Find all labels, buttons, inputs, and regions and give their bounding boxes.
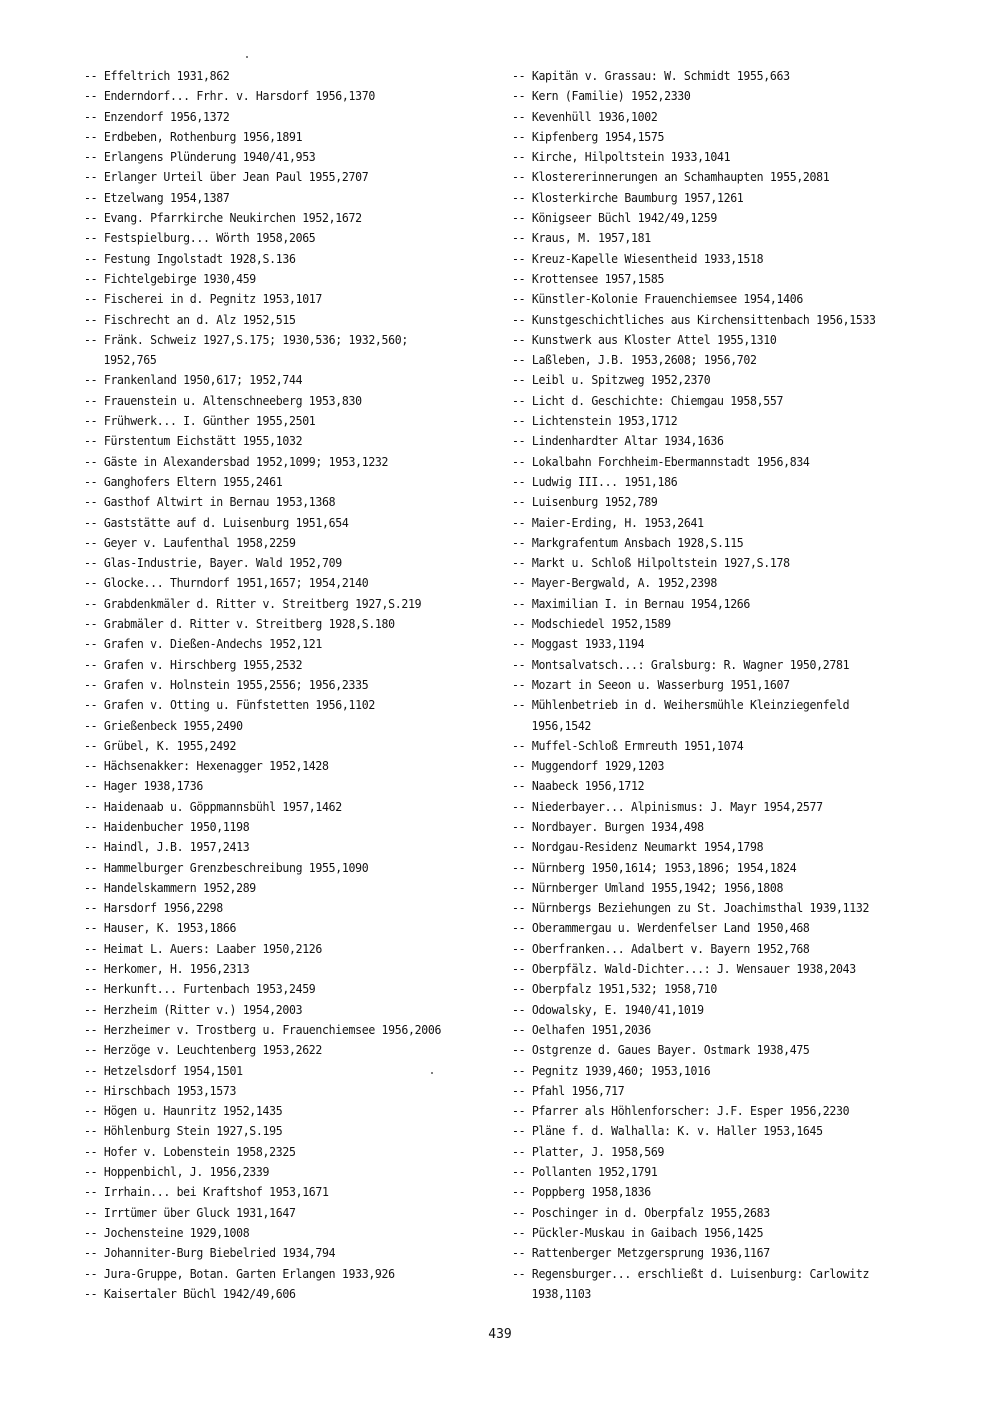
index-entry — [84, 797, 475, 817]
index-entry-text: -- Kunstwerk aus Kloster Attel 1955,1310 — [512, 331, 777, 347]
index-entry-text: -- Kaisertaler Büchl 1942/49,606 — [84, 1285, 296, 1301]
index-entry-text: -- Laßleben, J.B. 1953,2608; 1956,702 — [512, 352, 757, 368]
index-entry — [512, 898, 903, 918]
index-entry — [84, 391, 475, 411]
index-entry — [512, 858, 903, 878]
index-entry — [84, 675, 475, 695]
index-entry — [84, 533, 475, 553]
index-entry — [512, 939, 903, 959]
index-entry — [512, 1182, 903, 1202]
index-entry-text: -- Markt u. Schloß Hilpoltstein 1927,S.178 — [512, 555, 790, 571]
index-entry — [84, 492, 475, 512]
index-entry — [84, 167, 475, 187]
index-entry — [84, 411, 475, 431]
index-entry — [512, 249, 903, 269]
index-entry-text: -- Nordbayer. Burgen 1934,498 — [512, 818, 704, 834]
index-entry — [84, 918, 475, 938]
index-entry — [84, 86, 475, 106]
index-entry — [512, 1101, 903, 1121]
index-entry-text: -- Kapitän v. Grassau: W. Schmidt 1955,663 — [512, 68, 790, 83]
index-entry — [512, 695, 903, 736]
index-entry-text: -- Moggast 1933,1194 — [512, 636, 645, 652]
index-entry — [512, 675, 903, 695]
index-entry-text: -- Effeltrich 1931,862 — [84, 68, 230, 83]
index-entry-text: -- Glocke... Thurndorf 1951,1657; 1954,2140 — [84, 575, 369, 591]
index-entry-text: -- Kraus, M. 1957,181 — [512, 230, 651, 246]
index-entry-text: -- Nürnbergs Beziehungen zu St. Joachimsthal 1939,1132 — [512, 900, 870, 916]
index-entry — [512, 1000, 903, 1020]
index-entry-text: -- Klostererinnerungen an Schamhaupten 1955,2081 — [512, 169, 830, 185]
index-entry-continuation: 1938,1103 — [531, 1285, 592, 1301]
index-entry-text: -- Fischrecht an d. Alz 1952,515 — [84, 311, 296, 327]
index-entry-text: -- Oelhafen 1951,2036 — [512, 1021, 651, 1037]
index-entry — [84, 573, 475, 593]
index-entry — [512, 1081, 903, 1101]
index-entry — [84, 858, 475, 878]
index-entry-text: -- Pegnitz 1939,460; 1953,1016 — [512, 1062, 711, 1078]
index-entry — [84, 188, 475, 208]
index-entry — [84, 208, 475, 228]
index-entry-text: -- Fischerei in d. Pegnitz 1953,1017 — [84, 291, 323, 307]
index-entry — [512, 391, 903, 411]
index-entry-text: -- Gasthof Altwirt in Bernau 1953,1368 — [84, 494, 336, 510]
index-entry-text: -- Ludwig III... 1951,186 — [512, 473, 678, 489]
index-entry — [512, 1121, 903, 1141]
index-entry — [512, 1040, 903, 1060]
index-entry — [84, 655, 475, 675]
index-entry-text: -- Evang. Pfarrkirche Neukirchen 1952,1672 — [84, 210, 362, 226]
index-entry-text: -- Lindenhardter Altar 1934,1636 — [512, 433, 724, 449]
index-entry-text: -- Herzöge v. Leuchtenberg 1953,2622 — [84, 1042, 323, 1058]
index-entry — [84, 330, 475, 371]
index-entry — [84, 147, 475, 167]
index-entry — [512, 472, 903, 492]
index-entry-text: -- Pollanten 1952,1791 — [512, 1164, 658, 1180]
index-entry-text: -- Festung Ingolstadt 1928,S.136 — [84, 250, 296, 266]
index-entry — [84, 127, 475, 147]
index-entry — [84, 310, 475, 330]
index-entry-text: -- Grafen v. Hirschberg 1955,2532 — [84, 656, 303, 672]
index-entry-text: -- Glas-Industrie, Bayer. Wald 1952,709 — [84, 555, 342, 571]
index-entry — [512, 86, 903, 106]
index-entry-text: -- Muggendorf 1929,1203 — [512, 758, 665, 774]
index-entry — [84, 756, 475, 776]
index-entry-text: -- Krottensee 1957,1585 — [512, 270, 665, 286]
index-entry-text: -- Grafen v. Holnstein 1955,2556; 1956,2335 — [84, 676, 369, 692]
index-entry — [84, 939, 475, 959]
index-entry-text: -- Grießenbeck 1955,2490 — [84, 717, 243, 733]
page-number: 439 — [488, 1327, 512, 1342]
index-entry — [84, 1182, 475, 1202]
index-entry-text: -- Regensburger... erschließt d. Luisenburg: Carlowitz — [512, 1265, 870, 1281]
index-entry — [84, 1000, 475, 1020]
index-entry-text: -- Harsdorf 1956,2298 — [84, 900, 223, 916]
index-entry-text: -- Handelskammern 1952,289 — [84, 879, 256, 895]
index-entry-text: -- Kirche, Hilpoltstein 1933,1041 — [512, 149, 731, 165]
index-entry-text: -- Klosterkirche Baumburg 1957,1261 — [512, 189, 744, 205]
index-entry-text: -- Maier-Erding, H. 1953,2641 — [512, 514, 704, 530]
index-entry-text: -- Kipfenberg 1954,1575 — [512, 128, 665, 144]
index-entry-text: -- Naabeck 1956,1712 — [512, 778, 645, 794]
index-entry — [512, 350, 903, 370]
index-entry — [512, 614, 903, 634]
index-entry — [512, 533, 903, 553]
index-entry-text: -- Ostgrenze d. Gaues Bayer. Ostmark 1938,475 — [512, 1042, 810, 1058]
index-entry — [512, 776, 903, 796]
index-entry — [512, 167, 903, 187]
index-entry-text: -- Enzendorf 1956,1372 — [84, 108, 230, 124]
index-entry-text: -- Festspielburg... Wörth 1958,2065 — [84, 230, 316, 246]
scan-speck — [431, 1072, 433, 1074]
index-entry-text: -- Fränk. Schweiz 1927,S.175; 1930,536; 1932,560; — [84, 331, 409, 347]
index-entry — [512, 107, 903, 127]
index-entry-text: -- Geyer v. Laufenthal 1958,2259 — [84, 534, 296, 550]
index-entry-text: -- Grafen v. Dießen-Andechs 1952,121 — [84, 636, 323, 652]
index-entry-text: -- Frauenstein u. Altenschneeberg 1953,830 — [84, 392, 362, 408]
index-entry-text: -- Nürnberger Umland 1955,1942; 1956,1808 — [512, 879, 784, 895]
index-entry-text: -- Etzelwang 1954,1387 — [84, 189, 230, 205]
index-entry-text: -- Haidenaab u. Göppmannsbühl 1957,1462 — [84, 798, 342, 814]
index-entry-text: -- Licht d. Geschichte: Chiemgau 1958,557 — [512, 392, 784, 408]
index-entry — [84, 1243, 475, 1263]
index-entry-text: -- Erlanger Urteil über Jean Paul 1955,2707 — [84, 169, 369, 185]
index-entry — [512, 1223, 903, 1243]
index-entry-text: -- Platter, J. 1958,569 — [512, 1143, 665, 1159]
index-entry — [84, 1284, 475, 1304]
index-entry — [84, 472, 475, 492]
index-entry-text: -- Oberpfälz. Wald-Dichter...: J. Wensauer 1938,2043 — [512, 961, 856, 977]
index-entry-text: -- Haindl, J.B. 1957,2413 — [84, 839, 250, 855]
index-entry — [84, 898, 475, 918]
index-entry — [84, 614, 475, 634]
index-entry-text: -- Enderndorf... Frhr. v. Harsdorf 1956,1370 — [84, 88, 375, 104]
index-entry-text: -- Lokalbahn Forchheim-Ebermannstadt 1956,834 — [512, 453, 810, 469]
index-entry — [84, 370, 475, 390]
index-entry-text: -- Leibl u. Spitzweg 1952,2370 — [512, 372, 711, 388]
index-entry-text: -- Hächsenakker: Hexenagger 1952,1428 — [84, 758, 329, 774]
index-entry — [512, 269, 903, 289]
index-entry — [512, 573, 903, 593]
index-entry — [84, 513, 475, 533]
index-entry-text: -- Kunstgeschichtliches aus Kirchensittenbach 1956,1533 — [512, 311, 876, 327]
index-entry — [512, 918, 903, 938]
index-entry — [512, 817, 903, 837]
index-entry-text: -- Fürstentum Eichstätt 1955,1032 — [84, 433, 303, 449]
index-entry — [84, 1101, 475, 1121]
index-entry-text: -- Hoppenbichl, J. 1956,2339 — [84, 1164, 270, 1180]
index-entry — [512, 1264, 903, 1305]
index-entry — [84, 107, 475, 127]
index-entry-text: -- Markgrafentum Ansbach 1928,S.115 — [512, 534, 744, 550]
index-entry-text: -- Fichtelgebirge 1930,459 — [84, 270, 256, 286]
index-entry — [84, 695, 475, 715]
index-entry-text: -- Luisenburg 1952,789 — [512, 494, 658, 510]
index-entry — [84, 736, 475, 756]
index-entry-text: -- Poppberg 1958,1836 — [512, 1184, 651, 1200]
index-entry — [512, 411, 903, 431]
index-entry — [512, 1162, 903, 1182]
index-entry — [84, 289, 475, 309]
index-entry-text: -- Hammelburger Grenzbeschreibung 1955,1090 — [84, 859, 369, 875]
index-entry-text: -- Erlangens Plünderung 1940/41,953 — [84, 149, 316, 165]
index-entry — [512, 1203, 903, 1223]
index-entry — [512, 452, 903, 472]
index-entry — [84, 1020, 475, 1040]
index-entry — [84, 1223, 475, 1243]
index-entry-text: -- Oberammergau u. Werdenfelser Land 1950,468 — [512, 920, 810, 936]
index-entry — [84, 1264, 475, 1284]
index-entry — [512, 492, 903, 512]
index-entry-text: -- Gäste in Alexandersbad 1952,1099; 1953,1232 — [84, 453, 389, 469]
index-entry-text: -- Högen u. Haunritz 1952,1435 — [84, 1103, 283, 1119]
index-entry — [512, 878, 903, 898]
index-entry-text: -- Hauser, K. 1953,1866 — [84, 920, 237, 936]
index-entry-text: -- Maximilian I. in Bernau 1954,1266 — [512, 595, 751, 611]
index-entry-text: -- Montsalvatsch...: Gralsburg: R. Wagner 1950,2781 — [512, 656, 850, 672]
index-entry-text: -- Hetzelsdorf 1954,1501 — [84, 1062, 243, 1078]
index-entry — [512, 370, 903, 390]
index-entry — [84, 979, 475, 999]
index-entry-text: -- Höhlenburg Stein 1927,S.195 — [84, 1123, 283, 1139]
index-entry — [84, 1081, 475, 1101]
index-entry-text: -- Lichtenstein 1953,1712 — [512, 413, 678, 429]
index-entry — [84, 1040, 475, 1060]
index-entry — [512, 228, 903, 248]
index-entry-text: -- Pfarrer als Höhlenforscher: J.F. Esper 1956,2230 — [512, 1103, 850, 1119]
index-entry-text: -- Odowalsky, E. 1940/41,1019 — [512, 1001, 704, 1017]
index-entry-text: -- Modschiedel 1952,1589 — [512, 616, 671, 632]
index-column-left — [84, 66, 504, 1304]
index-entry — [512, 208, 903, 228]
index-entry-text: -- Hofer v. Lobenstein 1958,2325 — [84, 1143, 296, 1159]
index-entry-text: -- Herzheimer v. Trostberg u. Frauenchiemsee 1956,2006 — [84, 1021, 442, 1037]
index-entry-text: -- Pläne f. d. Walhalla: K. v. Haller 1953,1645 — [512, 1123, 823, 1139]
index-entry-text: -- Grafen v. Otting u. Fünfstetten 1956,1102 — [84, 697, 375, 713]
index-entry — [84, 817, 475, 837]
index-entry — [84, 1142, 475, 1162]
index-entry — [512, 127, 903, 147]
index-entry — [512, 310, 903, 330]
index-entry-text: -- Oberfranken... Adalbert v. Bayern 1952,768 — [512, 940, 810, 956]
index-entry — [84, 634, 475, 654]
index-column-right — [512, 66, 932, 1304]
index-entry — [84, 1203, 475, 1223]
index-entry-text: -- Heimat L. Auers: Laaber 1950,2126 — [84, 940, 323, 956]
index-entry-text: -- Ganghofers Eltern 1955,2461 — [84, 473, 283, 489]
index-entry-text: -- Grabmäler d. Ritter v. Streitberg 1928,S.180 — [84, 616, 395, 632]
index-entry — [84, 249, 475, 269]
index-entry-text: -- Frühwerk... I. Günther 1955,2501 — [84, 413, 316, 429]
index-entry-text: -- Künstler-Kolonie Frauenchiemsee 1954,1406 — [512, 291, 803, 307]
index-entry-text: -- Pfahl 1956,717 — [512, 1082, 625, 1098]
index-entry-text: -- Kevenhüll 1936,1002 — [512, 108, 658, 124]
index-entry-text: -- Herzheim (Ritter v.) 1954,2003 — [84, 1001, 303, 1017]
index-entry — [512, 736, 903, 756]
index-entry — [512, 594, 903, 614]
index-entry — [84, 837, 475, 857]
index-entry-text: -- Nordgau-Residenz Neumarkt 1954,1798 — [512, 839, 764, 855]
index-entry — [84, 776, 475, 796]
index-entry-continuation: 1956,1542 — [531, 717, 592, 733]
index-entry — [512, 979, 903, 999]
index-entry — [512, 289, 903, 309]
index-entry-text: -- Gaststätte auf d. Luisenburg 1951,654 — [84, 514, 349, 530]
index-entry-text: -- Hirschbach 1953,1573 — [84, 1082, 237, 1098]
index-entry-text: -- Mozart in Seeon u. Wasserburg 1951,1607 — [512, 676, 790, 692]
index-entry-text: -- Rattenberger Metzgersprung 1936,1167 — [512, 1245, 770, 1261]
index-entry — [84, 878, 475, 898]
index-entry — [512, 147, 903, 167]
index-entry — [84, 1061, 475, 1081]
index-entry — [84, 66, 475, 86]
index-entry-text: -- Oberpfalz 1951,532; 1958,710 — [512, 981, 717, 997]
index-entry — [512, 756, 903, 776]
index-entry — [512, 431, 903, 451]
index-entry-text: -- Herkunft... Furtenbach 1953,2459 — [84, 981, 316, 997]
index-entry — [84, 228, 475, 248]
index-entry-text: -- Hager 1938,1736 — [84, 778, 204, 794]
index-entry — [84, 431, 475, 451]
index-entry-text: -- Poschinger in d. Oberpfalz 1955,2683 — [512, 1204, 770, 1220]
index-entry-text: -- Irrtümer über Gluck 1931,1647 — [84, 1204, 296, 1220]
index-entry-text: -- Niederbayer... Alpinismus: J. Mayr 1954,2577 — [512, 798, 823, 814]
index-entry-text: -- Frankenland 1950,617; 1952,744 — [84, 372, 303, 388]
index-entry — [512, 797, 903, 817]
index-entry-text: -- Grabdenkmäler d. Ritter v. Streitberg 1927,S.219 — [84, 595, 422, 611]
index-entry — [512, 1061, 903, 1081]
index-entry-text: -- Kern (Familie) 1952,2330 — [512, 88, 691, 104]
index-entry-text: -- Kreuz-Kapelle Wiesentheid 1933,1518 — [512, 250, 764, 266]
index-entry-text: -- Mayer-Bergwald, A. 1952,2398 — [512, 575, 717, 591]
index-entry — [512, 837, 903, 857]
index-entry — [84, 553, 475, 573]
index-entry — [84, 269, 475, 289]
index-entry-text: -- Herkomer, H. 1956,2313 — [84, 961, 250, 977]
index-entry — [512, 513, 903, 533]
index-entry — [84, 1121, 475, 1141]
index-entry-text: -- Haidenbucher 1950,1198 — [84, 818, 250, 834]
index-entry — [512, 330, 903, 350]
index-entry — [512, 959, 903, 979]
index-entry-text: -- Mühlenbetrieb in d. Weihersmühle Kleinziegenfeld — [512, 697, 850, 713]
scan-speck — [246, 56, 248, 58]
index-entry — [512, 1142, 903, 1162]
index-entry — [84, 959, 475, 979]
index-entry — [512, 188, 903, 208]
index-entry — [512, 66, 903, 86]
index-entry — [512, 553, 903, 573]
index-entry-text: -- Jochensteine 1929,1008 — [84, 1224, 250, 1240]
index-entry — [512, 634, 903, 654]
index-entry — [84, 594, 475, 614]
index-entry — [84, 716, 475, 736]
index-entry-text: -- Johanniter-Burg Biebelried 1934,794 — [84, 1245, 336, 1261]
index-entry — [84, 452, 475, 472]
index-entry — [512, 655, 903, 675]
index-entry-text: -- Königseer Büchl 1942/49,1259 — [512, 210, 717, 226]
index-entry-continuation: 1952,765 — [103, 352, 157, 368]
index-entry — [84, 1162, 475, 1182]
index-entry-text: -- Jura-Gruppe, Botan. Garten Erlangen 1933,926 — [84, 1265, 395, 1281]
index-entry-text: -- Erdbeben, Rothenburg 1956,1891 — [84, 128, 303, 144]
index-entry — [512, 1243, 903, 1263]
index-entry-text: -- Muffel-Schloß Ermreuth 1951,1074 — [512, 737, 744, 753]
index-entry-text: -- Irrhain... bei Kraftshof 1953,1671 — [84, 1184, 329, 1200]
index-entry-text: -- Grübel, K. 1955,2492 — [84, 737, 237, 753]
index-entry-text: -- Nürnberg 1950,1614; 1953,1896; 1954,1824 — [512, 859, 797, 875]
index-entry — [512, 1020, 903, 1040]
index-entry-text: -- Pückler-Muskau in Gaibach 1956,1425 — [512, 1224, 764, 1240]
